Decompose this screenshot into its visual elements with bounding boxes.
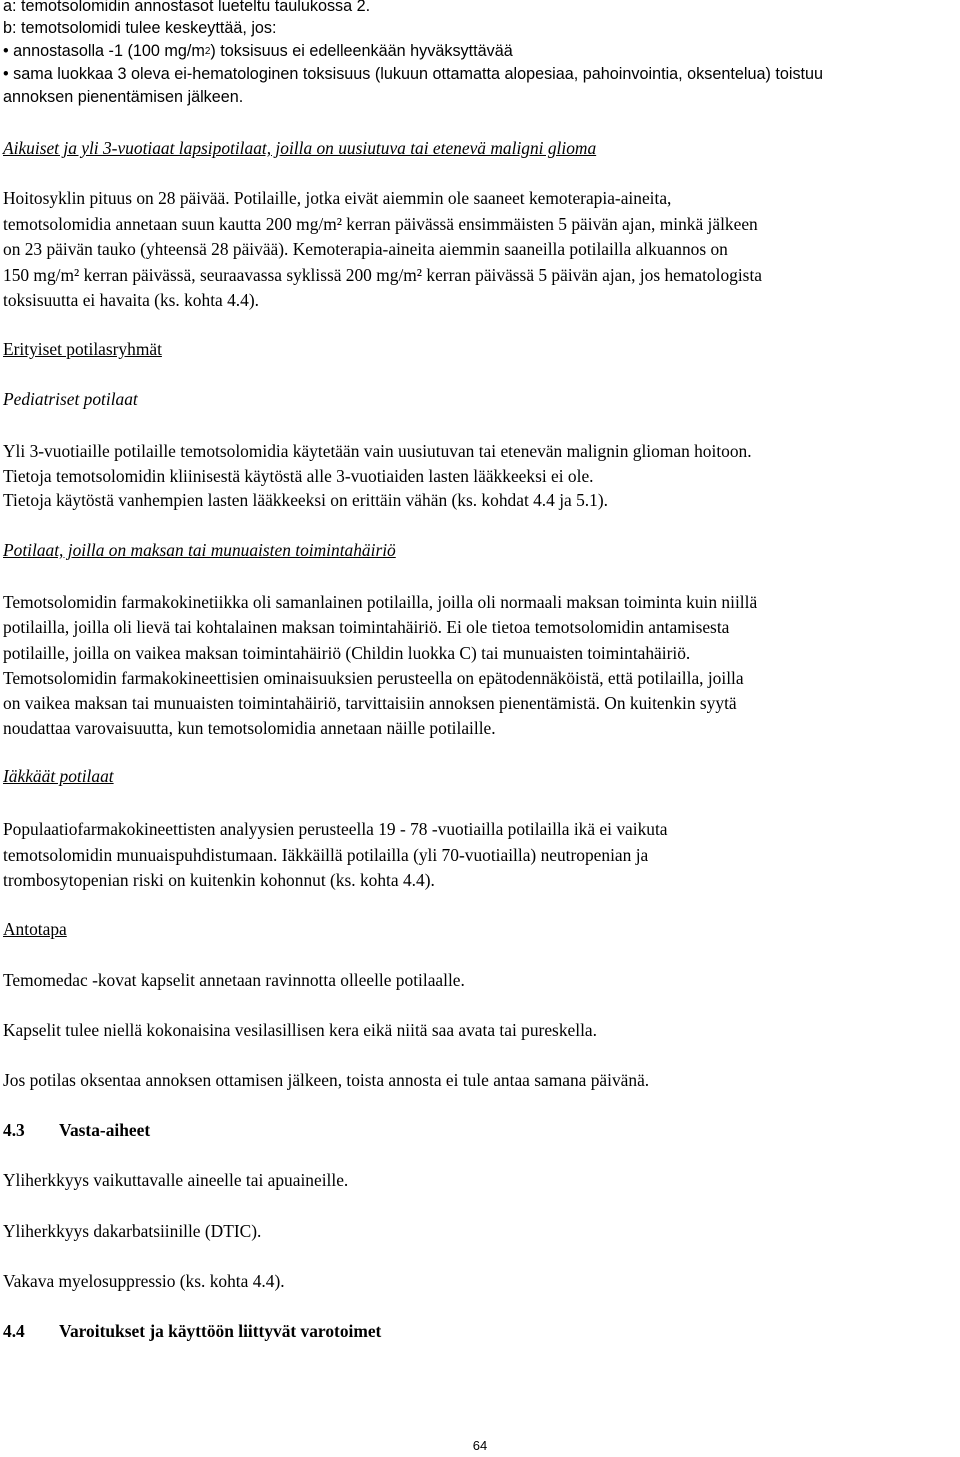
note-a: a: temotsolomidin annostasot lueteltu taulukossa 2. bbox=[3, 0, 371, 15]
bullet-toxicity: • sama luokkaa 3 oleva ei-hematologinen toksisuus (lukuun ottamatta alopesiaa, pahoinvointia, oksentelua) toistuu bbox=[3, 65, 824, 83]
superscript: 2 bbox=[204, 46, 211, 57]
pediatric-heading: Pediatriset potilaat bbox=[3, 389, 138, 409]
administration-heading: Antotapa bbox=[3, 919, 67, 939]
section-number: 4.3 bbox=[3, 1120, 25, 1140]
page-number: 64 bbox=[472, 1438, 488, 1453]
section-title: Vasta-aiheet bbox=[59, 1120, 151, 1140]
pediatric-line: Tietoja temotsolomidin kliinisestä käytöstä alle 3-vuotiaiden lasten lääkkeeksi ei ole. bbox=[3, 465, 594, 486]
adults-line: 150 mg/m² kerran päivässä, seuraavassa syklissä 200 mg/m² kerran päivässä 5 päivän ajan, jos hematologista bbox=[3, 264, 762, 285]
contraindication-2: Yliherkkyys dakarbatsiinille (DTIC). bbox=[3, 1221, 262, 1241]
adults-line: toksisuutta ei havaita (ks. kohta 4.4). bbox=[3, 290, 259, 310]
bullet-dose-level bbox=[3, 41, 513, 61]
contraindication-1: Yliherkkyys vaikuttavalle aineelle tai apuaineille. bbox=[3, 1170, 349, 1190]
bullet-dose-text: • annostasolla -1 (100 mg/m bbox=[3, 42, 205, 60]
adults-line: temotsolomidia annetaan suun kautta 200 mg/m² kerran päivässä ensimmäisten 5 päivän ajan, minkä jälkeen bbox=[3, 213, 758, 234]
section-4-4-heading bbox=[3, 1319, 381, 1345]
adults-line: Potilaille, jotka eivät aiemmin ole saaneet kemoterapia-aineita, bbox=[233, 188, 672, 208]
hepatic-line: potilailla, joilla oli lievä tai kohtalainen maksan toimintahäiriö. Ei ole tietoa temotsolomidin antamisesta bbox=[3, 617, 730, 638]
adults-line: on 23 päivän tauko (yhteensä 28 päivää). Kemoterapia-aineita aiemmin saaneilla potilailla alkuannos on bbox=[3, 239, 728, 259]
elderly-heading: Iäkkäät potilaat bbox=[3, 766, 114, 786]
elderly-line: trombosytopenian riski on kuitenkin kohonnut (ks. kohta 4.4). bbox=[3, 870, 435, 890]
hepatic-line: Temotsolomidin farmakokineettisien ominaisuuksien perusteella on epätodennäköistä, että potilailla, joilla bbox=[3, 667, 744, 688]
section-number: 4.4 bbox=[3, 1321, 25, 1341]
note-b: b: temotsolomidi tulee keskeyttää, jos: bbox=[3, 19, 277, 37]
hepatic-line: on vaikea maksan tai munuaisten toimintahäiriö, tarvittaisiin annoksen pienentämistä. On kuitenkin syytä bbox=[3, 693, 737, 714]
pediatric-line: Tietoja käytöstä vanhempien lasten lääkkeeksi on erittäin vähän (ks. kohdat 4.4 ja 5.1). bbox=[3, 490, 608, 510]
pediatric-line: Yli 3-vuotiaille potilaille temotsolomidia käytetään vain uusiutuvan tai etenevän malignin glioman hoitoon. bbox=[3, 441, 752, 461]
elderly-line: Populaatiofarmakokineettisten analyysien perusteella 19 - 78 -vuotiailla potilailla ikä ei vaikuta bbox=[3, 819, 668, 839]
elderly-line: temotsolomidin munuaispuhdistumaan. Iäkkäillä potilailla (yli 70-vuotiailla) neutropenian ja bbox=[3, 844, 649, 865]
hepatic-line: potilaille, joilla on vaikea maksan toimintahäiriö (Childin luokka C) tai munuaisten toimintahäiriö. bbox=[3, 642, 691, 663]
special-populations-heading: Erityiset potilasryhmät bbox=[3, 339, 162, 359]
hepatic-line: noudattaa varovaisuutta, kun temotsolomidia annetaan näille potilaille. bbox=[3, 718, 496, 739]
contraindication-3: Vakava myelosuppressio (ks. kohta 4.4). bbox=[3, 1271, 285, 1291]
section-4-3-heading bbox=[3, 1118, 150, 1144]
bullet-toxicity-cont: annoksen pienentämisen jälkeen. bbox=[3, 88, 244, 106]
elderly-paragraph bbox=[3, 817, 956, 894]
section-title: Varoitukset ja käyttöön liittyvät varotoimet bbox=[59, 1321, 382, 1341]
adults-paragraph bbox=[3, 186, 956, 314]
pediatric-paragraph bbox=[3, 439, 956, 513]
adults-heading: Aikuiset ja yli 3-vuotiaat lapsipotilaat, joilla on uusiutuva tai etenevä maligni glioma bbox=[3, 138, 597, 158]
hepatic-line: Temotsolomidin farmakokinetiikka oli samanlainen potilailla, joilla oli normaali maksan toiminta kuin niillä bbox=[3, 592, 758, 612]
administration-text-3: Jos potilas oksentaa annoksen ottamisen jälkeen, toista annosta ei tule antaa samana päivänä. bbox=[3, 1070, 650, 1090]
administration-text-2: Kapselit tulee niellä kokonaisina vesilasillisen kera eikä niitä saa avata tai pureskella. bbox=[3, 1020, 597, 1040]
hepatic-heading: Potilaat, joilla on maksan tai munuaisten toimintahäiriö bbox=[3, 540, 396, 560]
administration-text-1: Temomedac -kovat kapselit annetaan ravinnotta olleelle potilaalle. bbox=[3, 970, 465, 990]
hepatic-paragraph bbox=[3, 590, 956, 742]
bullet-dose-text-end: ) toksisuus ei edelleenkään hyväksyttävää bbox=[210, 42, 513, 60]
cycle-sentence: Hoitosyklin pituus on 28 päivää. bbox=[3, 188, 230, 208]
